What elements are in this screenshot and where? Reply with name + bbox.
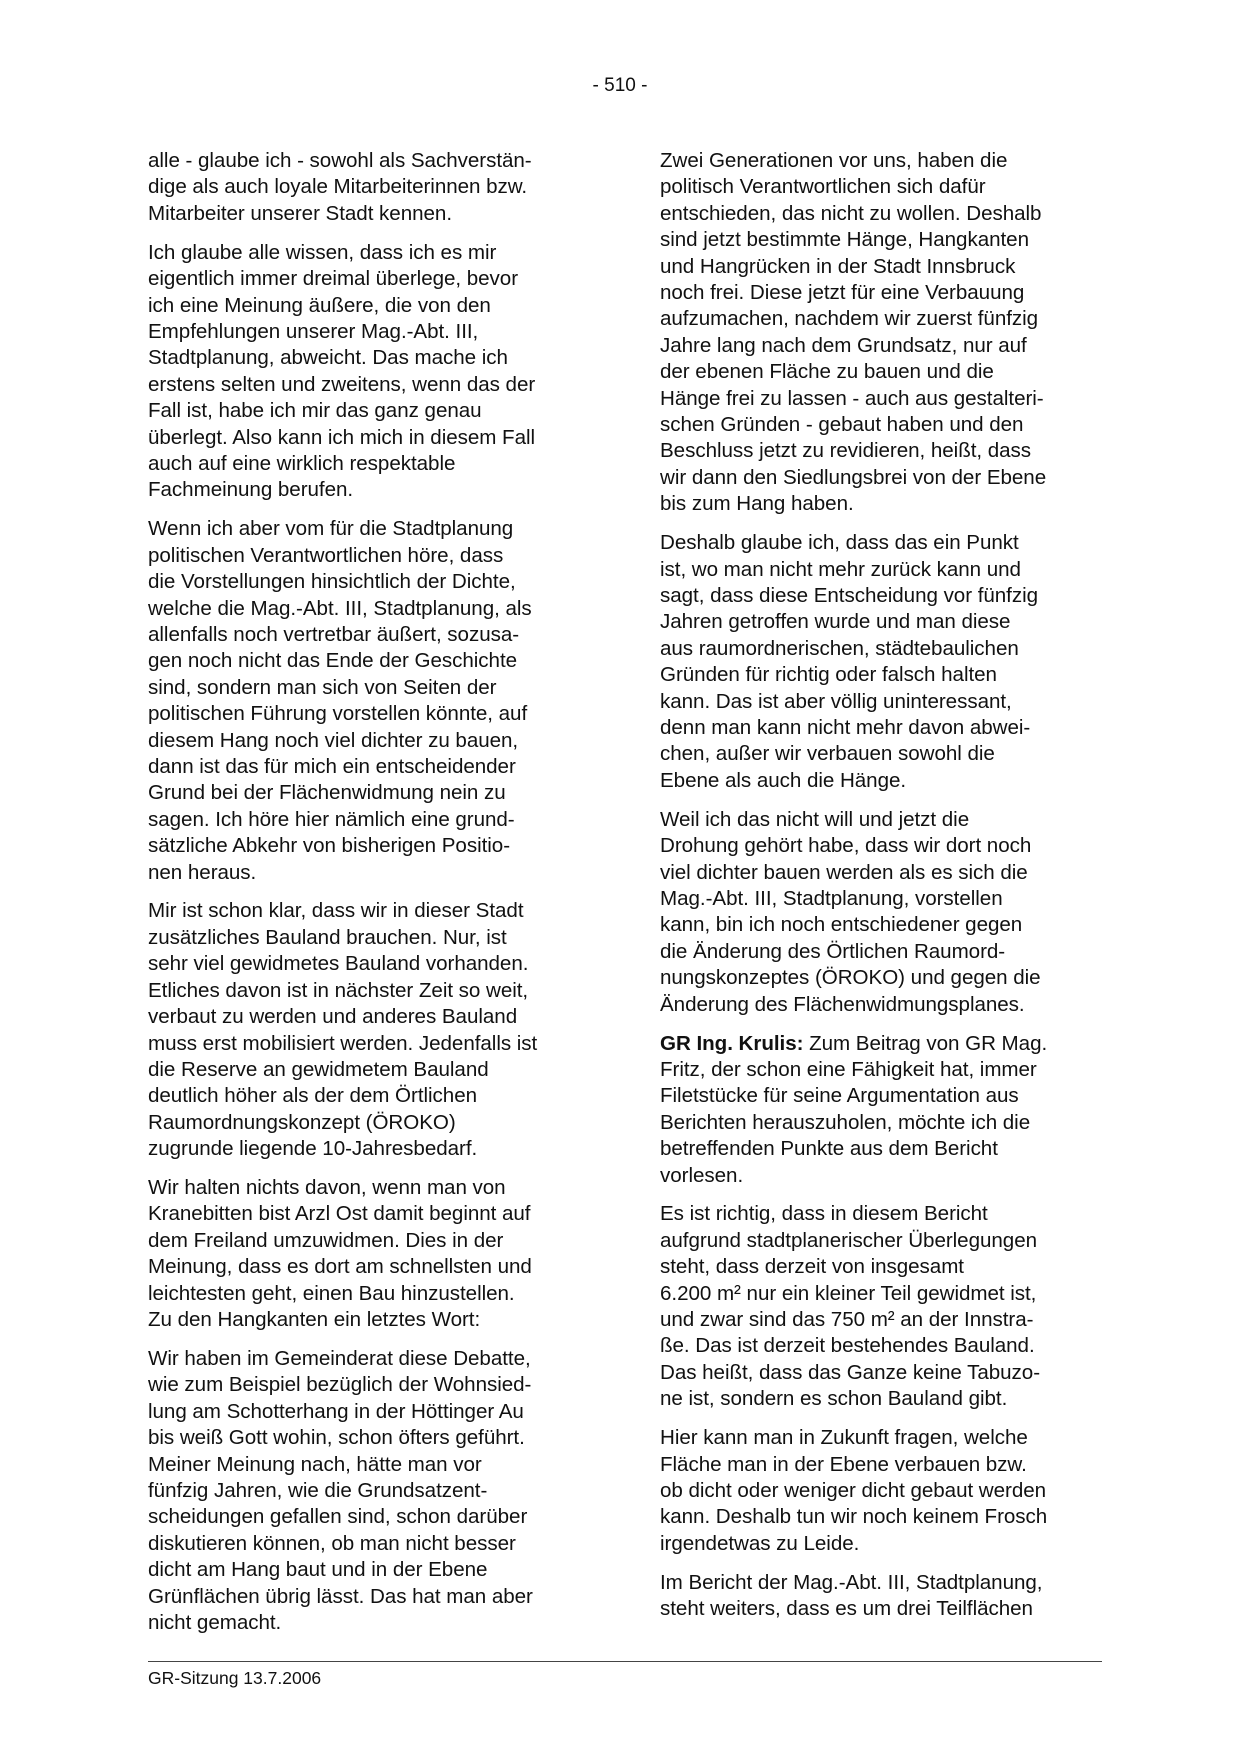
paragraph: Mir ist schon klar, dass wir in dieser Stadt zusätzliches Bauland brauchen. Nur, ist sehr viel gewidmetes Bauland vorhanden. Etliches davon ist in nächster Zeit so weit, verbaut zu werden und anderes Bauland muss erst mobilisiert werden. Jedenfalls ist die Reserve an gewidmetem Bauland deutlich höher als der dem Örtlichen Raumordnungskonzept (ÖROKO) zugrunde liegende 10-Jahresbedarf. [148, 899, 538, 1161]
speaker-label: GR Ing. Krulis: [660, 1031, 804, 1055]
paragraph: Wir halten nichts davon, wenn man von Kranebitten bist Arzl Ost damit beginnt auf dem Freiland umzuwidmen. Dies in der Meinung, dass es dort am schnellsten und leichtesten geht, einen Bau hinzustellen. Zu den Hangkanten ein letztes Wort: [148, 1176, 532, 1332]
paragraph: Im Bericht der Mag.-Abt. III, Stadtplanung, steht weiters, dass es um drei Teilflächen [660, 1570, 1043, 1621]
right-column [660, 148, 1105, 1635]
paragraph: Wir haben im Gemeinderat diese Debatte, wie zum Beispiel bezüglich der Wohnsied- lung am Schotterhang in der Höttinger Au bis weiß Gott wohin, schon öfters geführt. Meiner Meinung nach, hätte man vor fünfzig Jahren, wie die Grundsatzent- scheidungen gefallen sind, schon darüber diskutieren können, ob man nicht besser dicht am Hang baut und in der Ebene Grünflächen übrig lässt. Das hat man aber nicht gemacht. [148, 1346, 533, 1635]
paragraph: Es ist richtig, dass in diesem Bericht aufgrund stadtplanerischer Überlegungen steht, dass derzeit von insgesamt 6.200 m² nur ein kleiner Teil gewidmet ist, und zwar sind das 750 m² an der Innstra- ße. Das ist derzeit bestehendes Bauland. Das heißt, dass das Ganze keine Tabuzo- ne ist, sondern es schon Bauland gibt. [660, 1202, 1041, 1411]
paragraph: Wenn ich aber vom für die Stadtplanung politischen Verantwortlichen höre, dass die Vorstellungen hinsichtlich der Dichte, welche die Mag.-Abt. III, Stadtplanung, als allenfalls noch vertretbar äußert, sozusa- gen noch nicht das Ende der Geschichte sind, sondern man sich von Seiten der politischen Führung vorstellen könnte, auf diesem Hang noch viel dichter zu bauen, dann ist das für mich ein entscheidender Grund bei der Flächenwidmung nein zu sagen. Ich höre hier nämlich eine grund- sätzliche Abkehr von bisherigen Positio- nen heraus. [148, 517, 532, 884]
footer-session-date: GR-Sitzung 13.7.2006 [148, 1668, 322, 1688]
paragraph: Hier kann man in Zukunft fragen, welche Fläche man in der Ebene verbauen bzw. ob dicht oder weniger dicht gebaut werden kann. Deshalb tun wir noch keinem Frosch irgendetwas zu Leide. [660, 1426, 1048, 1555]
paragraph: Zwei Generationen vor uns, haben die politisch Verantwortlichen sich dafür entschieden, das nicht zu wollen. Deshalb sind jetzt bestimmte Hänge, Hangkanten und Hangrücken in der Stadt Innsbruck noch frei. Diese jetzt für eine Verbauung aufzumachen, nachdem wir zuerst fünfzig Jahre lang nach dem Grundsatz, nur auf der ebenen Fläche zu bauen und die Hänge frei zu lassen - auch aus gestalteri- schen Gründen - gebaut haben und den Beschluss jetzt zu revidieren, heißt, dass wir dann den Siedlungsbrei von der Ebene bis zum Hang haben. [660, 149, 1047, 516]
paragraph: alle - glaube ich - sowohl als Sachverstän- dige als auch loyale Mitarbeiterinnen bzw. Mitarbeiter unserer Stadt kennen. [148, 149, 532, 225]
speaker-paragraph: GR Ing. Krulis: Zum Beitrag von GR Mag. Fritz, der schon eine Fähigkeit hat, immer Filetstücke für seine Argumentation aus Berichten herauszuholen, möchte ich die betreffenden Punkte aus dem Bericht vorlesen. [660, 1031, 1048, 1187]
left-column [148, 148, 593, 1649]
footer-divider [148, 1661, 1102, 1662]
paragraph: Weil ich das nicht will und jetzt die Drohung gehört habe, dass wir dort noch viel dichter bauen werden als es sich die Mag.-Abt. III, Stadtplanung, vorstellen kann, bin ich noch entschiedener gegen die Änderung des Örtlichen Raumord- nungskonzeptes (ÖROKO) und gegen die Änderung des Flächenwidmungsplanes. [660, 807, 1041, 1016]
paragraph: Deshalb glaube ich, dass das ein Punkt ist, wo man nicht mehr zurück kann und sagt, dass diese Entscheidung vor fünfzig Jahren getroffen wurde und man diese aus raumordnerischen, städtebaulichen Gründen für richtig oder falsch halten kann. Das ist aber völlig uninteressant, denn man kann nicht mehr davon abwei- chen, außer wir verbauen sowohl die Ebene als auch die Hänge. [660, 531, 1039, 792]
paragraph: Ich glaube alle wissen, dass ich es mir eigentlich immer dreimal überlege, bevor ich eine Meinung äußere, die von den Empfehlungen unserer Mag.-Abt. III, Stadtplanung, abweicht. Das mache ich erstens selten und zweitens, wenn das der Fall ist, habe ich mir das ganz genau überlegt. Also kann ich mich in diesem Fall auch auf eine wirklich respektable Fachmeinung berufen. [148, 240, 536, 502]
page-number: - 510 - [592, 75, 648, 96]
